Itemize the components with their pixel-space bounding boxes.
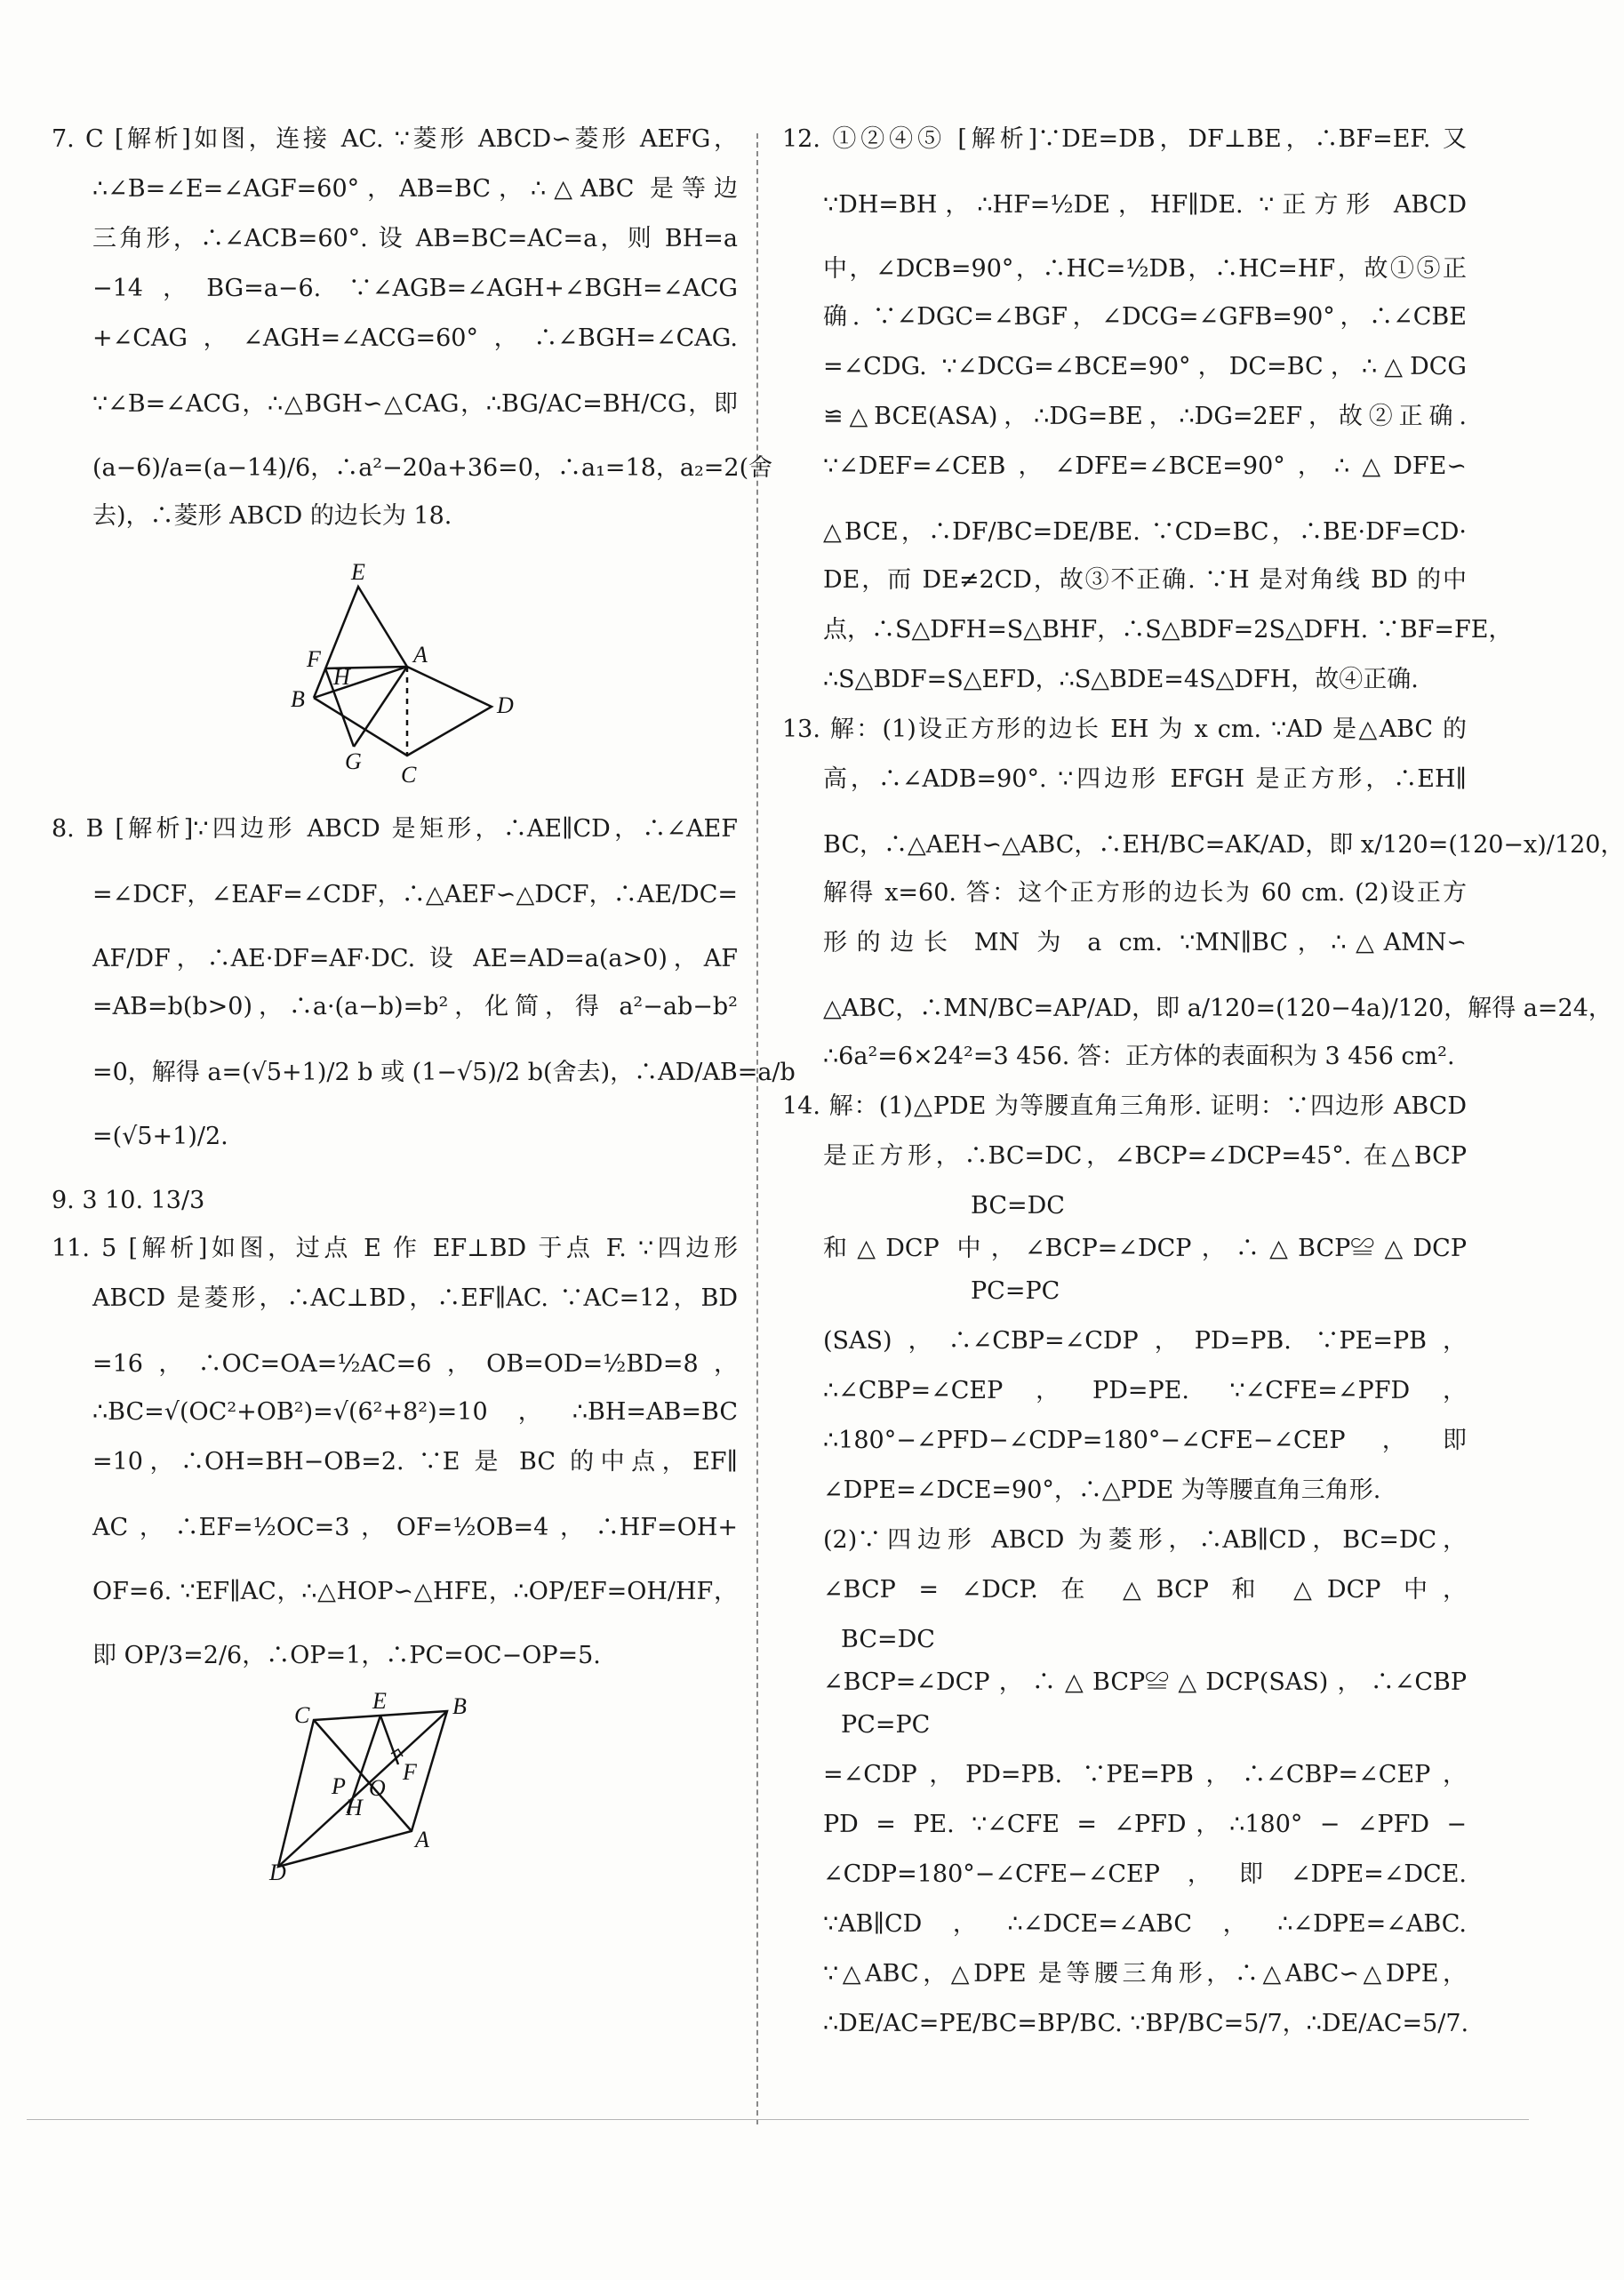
text-line: ∵AB∥CD，∴∠DCE=∠ABC，∴∠DPE=∠ABC. [823, 1910, 1467, 1938]
text-line: +∠CAG，∠AGH=∠ACG=60°，∴∠BGH=∠CAG. [92, 324, 738, 352]
text-line: PD = PE. ∵∠CFE = ∠PFD，∴180° − ∠PFD − [823, 1811, 1467, 1838]
left-column [52, 124, 796, 1899]
text-line: 确. ∵∠DGC=∠BGF，∠DCG=∠GFB=90°，∴∠CBE [823, 303, 1467, 331]
text-line: 去)，∴菱形 ABCD 的边长为 18. [92, 502, 452, 530]
label-b: B [452, 1693, 467, 1719]
text-line: 中，∠DCB=90°，∴HC=½DB，∴HC=HF，故①⑤正 [823, 255, 1467, 283]
text-line: =AB=b(b>0)，∴a·(a−b)=b²，化简，得 a²−ab−b² [92, 993, 738, 1020]
text-line: ∴DE/AC=PE/BC=BP/BC. ∵BP/BC=5/7，∴DE/AC=5/7. [823, 2010, 1469, 2037]
label-f: F [403, 1759, 417, 1785]
text-line: 14. 解：(1)△PDE 为等腰直角三角形. 证明：∵四边形 ABCD [782, 1092, 1467, 1120]
text-line: 8. B [解析]∵四边形 ABCD 是矩形，∴AE∥CD，∴∠AEF [52, 815, 738, 843]
label-h: H [333, 664, 350, 690]
text-line: BC，∴△AEH∽△ABC，∴EH/BC=AK/AD，即 x/120=(120−x)/120， [823, 831, 1624, 859]
text-line: AC，∴EF=½OC=3，OF=½OB=4，∴HF=OH+ [92, 1514, 738, 1541]
text-line: =∠CDG. ∵∠DCG=∠BCE=90°，DC=BC，∴△DCG [823, 353, 1467, 380]
text-line: =0，解得 a=(√5+1)/2 b 或 (1−√5)/2 b(舍去)，∴AD/AB=a/b [92, 1059, 796, 1086]
text-line: 三角形，∴∠ACB=60°. 设 AB=BC=AC=a，则 BH=a [92, 225, 738, 252]
text-line: ∴180°−∠PFD−∠CDP=180°−∠CFE−∠CEP，即 [823, 1427, 1467, 1454]
text-line: =(√5+1)/2. [92, 1123, 228, 1150]
rhombus-figure [52, 560, 738, 800]
bottom-rule [27, 2119, 1529, 2120]
text-line: ABCD 是菱形，∴AC⊥BD，∴EF∥AC. ∵AC=12，BD [92, 1284, 738, 1312]
label-h: H [346, 1795, 363, 1820]
text-line: DE，而 DE≠2CD，故③不正确. ∵H 是对角线 BD 的中 [823, 566, 1467, 594]
label-b: B [291, 686, 305, 712]
text-line: OF=6. ∵EF∥AC，∴△HOP∽△HFE，∴OP/EF=OH/HF， [92, 1578, 738, 1605]
problem-12 [782, 124, 1513, 715]
label-g: G [345, 748, 362, 774]
text-line: (a−6)/a=(a−14)/6，∴a²−20a+36=0，∴a₁=18，a₂=2(舍 [92, 454, 773, 482]
text-line: PC=PC [971, 1277, 1060, 1305]
text-line: AF/DF，∴AE·DF=AF·DC. 设 AE=AD=a(a>0)，AF [92, 945, 738, 972]
rhombus-diagram [260, 560, 527, 796]
label-d: D [269, 1860, 286, 1885]
text-line: ∠BCP = ∠DCP. 在 △BCP 和 △DCP 中， [823, 1576, 1467, 1604]
text-line: =∠CDP，PD=PB. ∵PE=PB，∴∠CBP=∠CEP， [823, 1761, 1467, 1788]
label-e: E [372, 1688, 387, 1714]
text-line: 和△DCP 中，∠BCP=∠DCP，∴△BCP≌△DCP [823, 1235, 1467, 1262]
problem-9-10: 9. 3 10. 13/3 [52, 1187, 205, 1214]
text-line: 13. 解：(1)设正方形的边长 EH 为 x cm. ∵AD 是△ABC 的 [782, 716, 1467, 743]
label-a: A [415, 1827, 429, 1852]
label-f: F [307, 646, 321, 672]
text-line: ∠DPE=∠DCE=90°，∴△PDE 为等腰直角三角形. [823, 1476, 1381, 1504]
text-line: 11. 5 [解析]如图，过点 E 作 EF⊥BD 于点 F. ∵四边形 [52, 1235, 738, 1262]
text-line: 形的边长 MN 为 a cm. ∵MN∥BC，∴△AMN∽ [823, 929, 1467, 956]
text-line: BC=DC [841, 1626, 935, 1653]
parallelogram-figure [52, 1688, 738, 1885]
text-line: (2)∵四边形 ABCD 为菱形，∴AB∥CD，BC=DC， [823, 1526, 1467, 1554]
problem-13 [782, 715, 1624, 1092]
label-d: D [497, 692, 514, 718]
column-divider [756, 133, 758, 2124]
text-line: 解得 x=60. 答：这个正方形的边长为 60 cm. (2)设正方 [823, 879, 1467, 907]
parallelogram-diagram [269, 1688, 500, 1885]
text-line: ∵∠B=∠ACG，∴△BGH∽△CAG，∴BG/AC=BH/CG，即 [92, 390, 738, 418]
text-line: ≌△BCE(ASA)，∴DG=BE，∴DG=2EF，故②正确. [823, 403, 1467, 430]
text-line: ∴S△BDF=S△EFD，∴S△BDE=4S△DFH，故④正确. [823, 666, 1419, 693]
text-line: ∵△ABC，△DPE 是等腰三角形，∴△ABC∽△DPE， [823, 1960, 1467, 1988]
text-line: ∴6a²=6×24²=3 456. 答：正方体的表面积为 3 456 cm². [823, 1043, 1455, 1070]
text-line: 7. C [解析]如图，连接 AC. ∵菱形 ABCD∽菱形 AEFG， [52, 125, 738, 153]
text-line: ∠CDP=180°−∠CFE−∠CEP，即∠DPE=∠DCE. [823, 1860, 1467, 1888]
text-line: =∠DCF，∠EAF=∠CDF，∴△AEF∽△DCF，∴AE/DC= [92, 881, 738, 908]
label-p: P [332, 1773, 346, 1799]
text-line: ∵DH=BH，∴HF=½DE，HF∥DE. ∵正方形 ABCD [823, 191, 1467, 219]
text-line: ∴BC=√(OC²+OB²)=√(6²+8²)=10，∴BH=AB=BC [92, 1398, 738, 1426]
text-line: 即 OP/3=2/6，∴OP=1，∴PC=OC−OP=5. [92, 1642, 601, 1669]
text-line: △BCE，∴DF/BC=DE/BE. ∵CD=BC，∴BE·DF=CD· [823, 518, 1467, 546]
problem-8 [52, 814, 796, 1170]
text-line: 高，∴∠ADB=90°. ∵四边形 EFGH 是正方形，∴EH∥ [823, 765, 1467, 793]
text-line: (SAS)，∴∠CBP=∠CDP，PD=PB. ∵PE=PB， [823, 1327, 1467, 1355]
label-a: A [413, 642, 428, 668]
label-c: C [401, 762, 417, 788]
text-line: =10，∴OH=BH−OB=2. ∵E 是 BC 的中点，EF∥ [92, 1448, 738, 1476]
label-o: O [369, 1775, 386, 1801]
text-line: 是正方形，∴BC=DC，∠BCP=∠DCP=45°. 在△BCP [823, 1142, 1467, 1170]
label-e: E [351, 559, 365, 585]
text-line: △ABC，∴MN/BC=AP/AD，即 a/120=(120−4a)/120，解得 a=24， [823, 995, 1612, 1022]
problem-11 [52, 1234, 738, 1884]
problem-14 [782, 1092, 1467, 2059]
text-line: −14，BG=a−6. ∵∠AGB=∠AGH+∠BGH=∠ACG [92, 275, 738, 302]
text-line: =16，∴OC=OA=½AC=6，OB=OD=½BD=8， [92, 1350, 738, 1378]
text-line: ∴∠CBP=∠CEP，PD=PE. ∵∠CFE=∠PFD， [823, 1377, 1467, 1404]
text-line: ∴∠B=∠E=∠AGF=60°，AB=BC，∴△ABC 是等边 [92, 175, 738, 203]
text-line: 点，∴S△DFH=S△BHF，∴S△BDF=2S△DFH. ∵BF=FE， [823, 616, 1513, 644]
text-line: BC=DC [971, 1192, 1065, 1220]
text-line: 12. ①②④⑤ [解析]∵DE=DB，DF⊥BE，∴BF=EF. 又 [782, 125, 1467, 153]
label-c: C [294, 1702, 310, 1728]
right-column [782, 124, 1624, 2059]
problem-7 [52, 124, 773, 800]
text-line: ∠BCP=∠DCP，∴△BCP≌△DCP(SAS)，∴∠CBP [823, 1668, 1467, 1696]
text-line: ∵∠DEF=∠CEB，∠DFE=∠BCE=90°，∴△DFE∽ [823, 452, 1467, 480]
text-line: PC=PC [841, 1711, 931, 1739]
